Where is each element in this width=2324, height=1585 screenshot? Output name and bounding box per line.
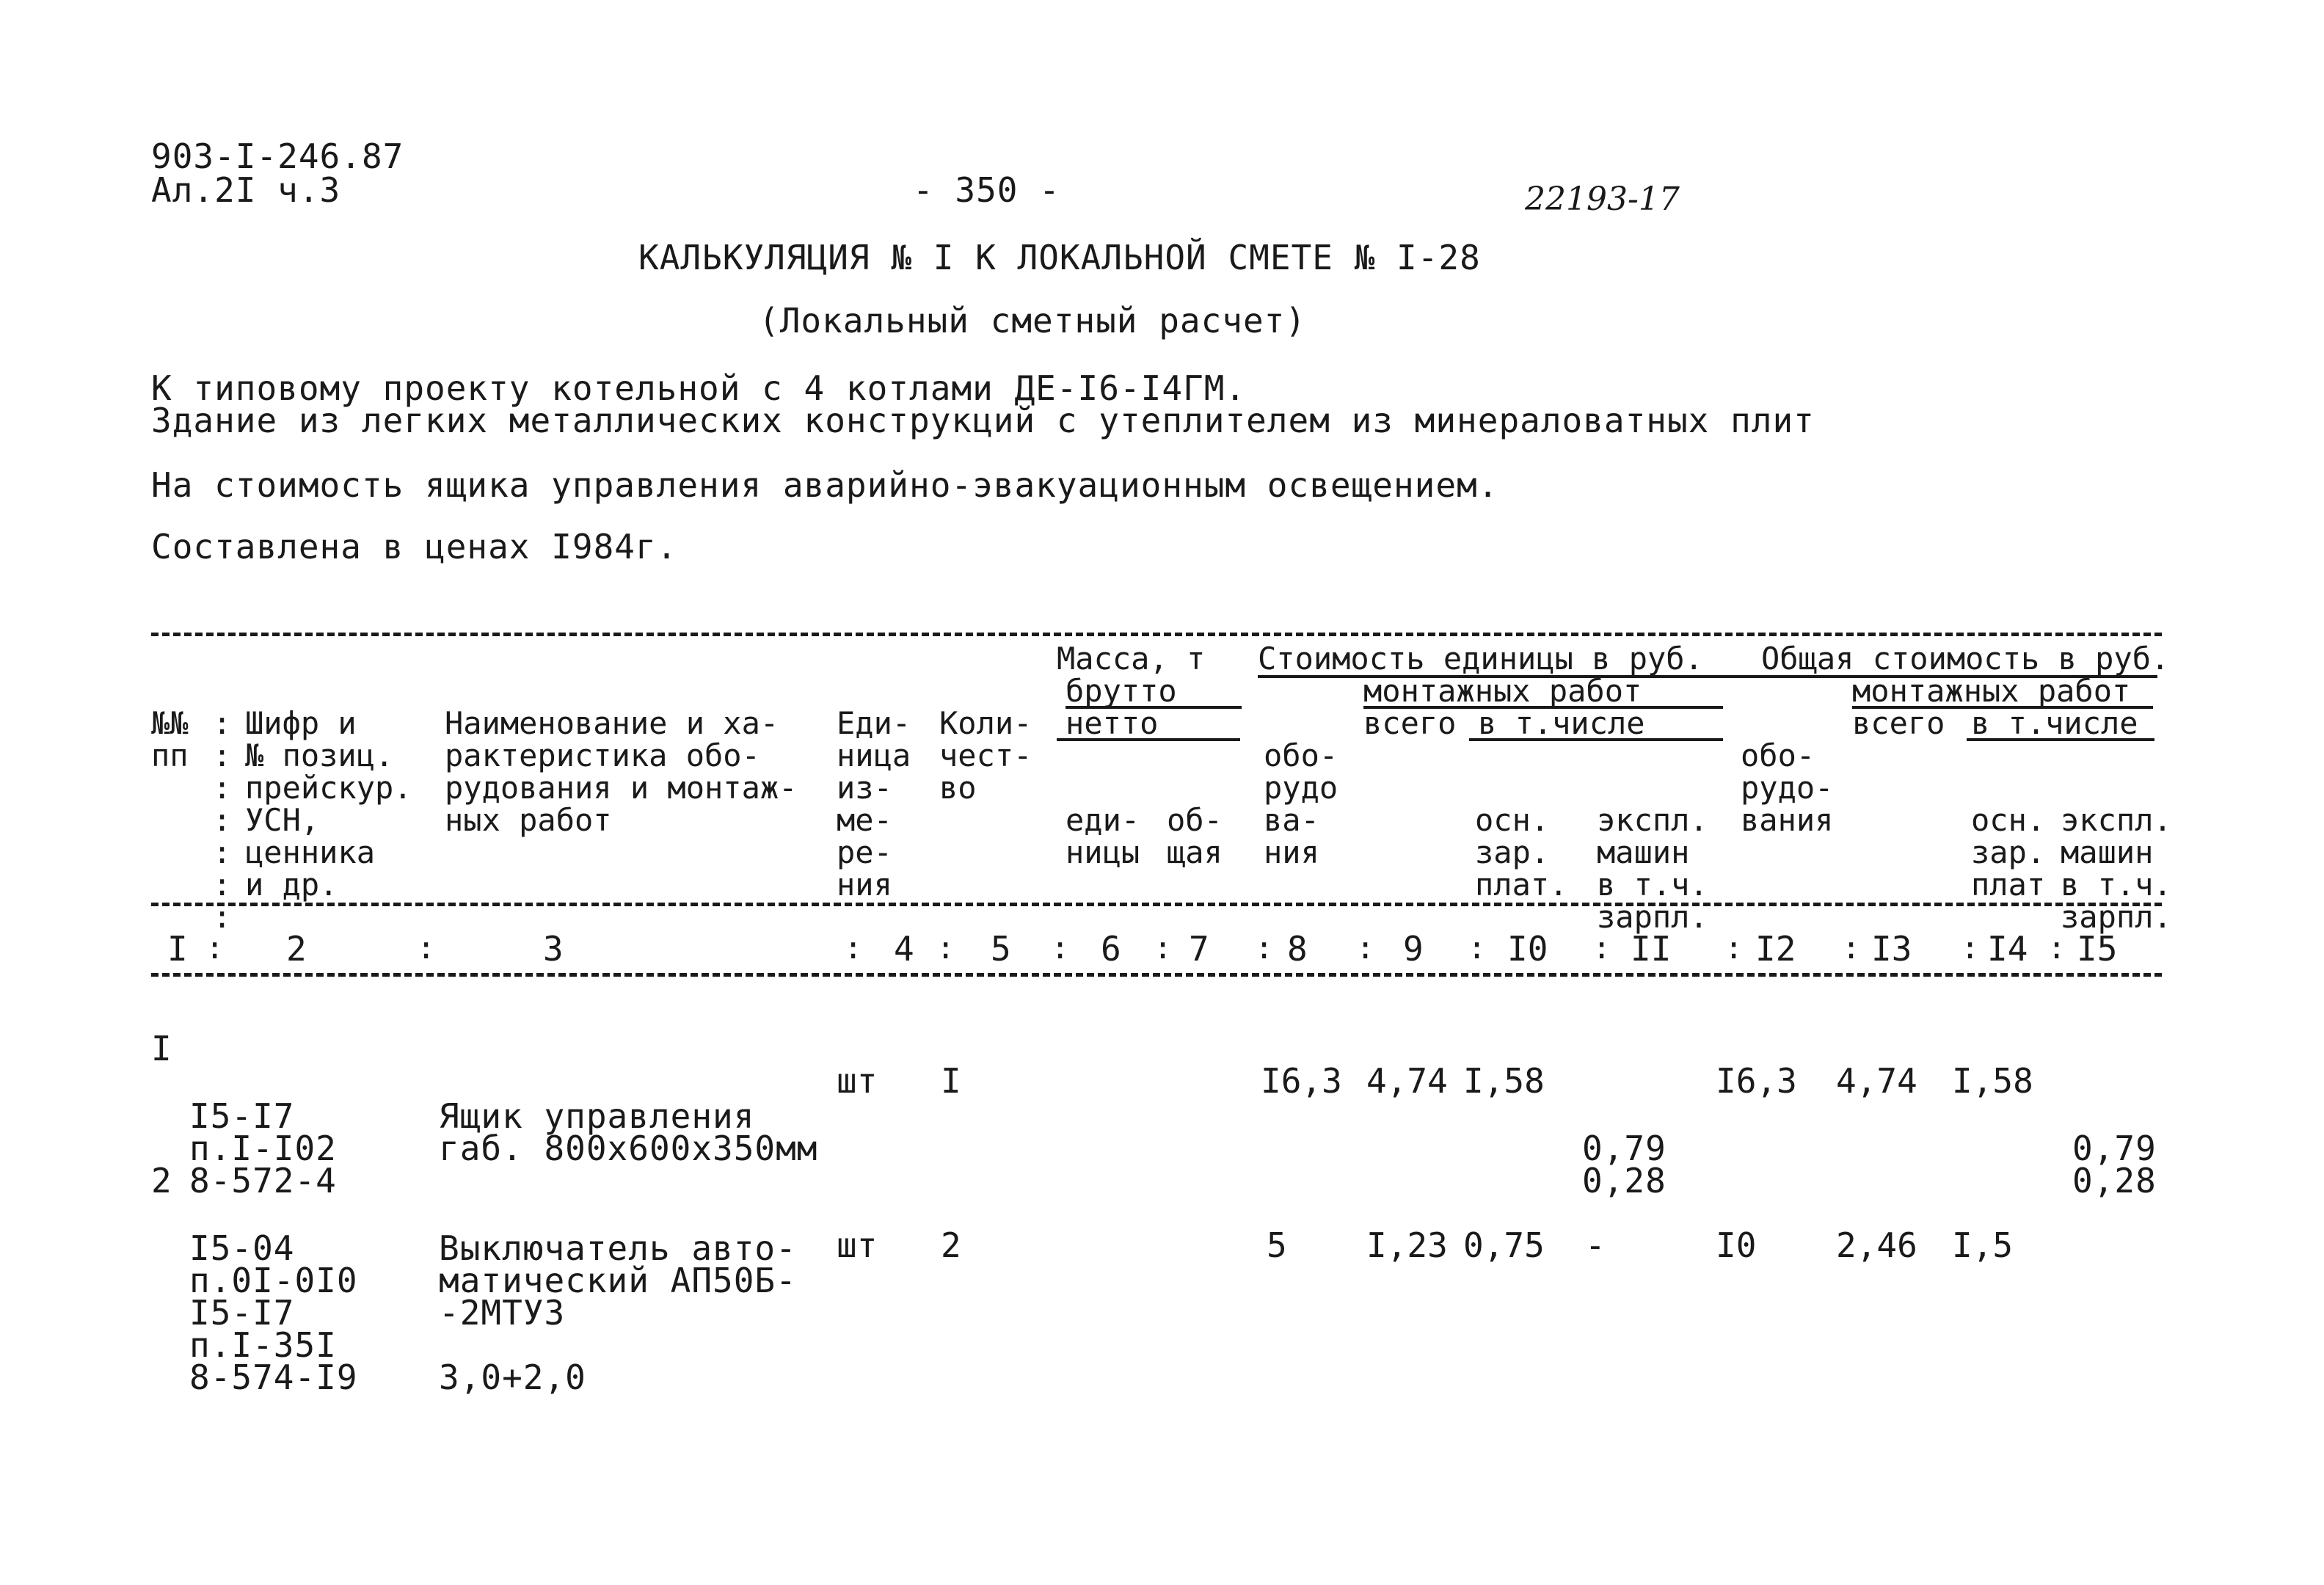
row-mont-total: 2,46 [1836,1225,1917,1265]
colnum-14: I4 [1987,929,2028,969]
header-col-8: обо- рудо ва- ния [1264,737,1338,870]
row-qty: 2 [941,1225,961,1265]
page-number: - 350 - [913,170,1060,210]
colnum-15: I5 [2077,929,2118,969]
row-mont-unit-machines: - [1585,1225,1606,1265]
document-code: 903-I-246.87 [151,136,404,176]
header-col-6: еди- ницы [1066,802,1140,870]
colnum-2: 2 [286,929,307,969]
colnum-12: I2 [1755,929,1796,969]
colnum-10: I0 [1507,929,1548,969]
row-equipment-unit: I6,3 [1261,1061,1342,1101]
colnum-11: II [1631,929,1672,969]
table-top-rule [151,633,2162,636]
intro-line-1: К типовому проекту котельной с 4 котлами ДЕ-I6-I4ГМ. [151,368,1247,408]
row-equipment-unit: 5 [1267,1225,1287,1265]
row-code: I5-04 п.0I-0I0 I5-I7 п.I-35I 8-574-I9 [189,1228,358,1397]
row-mont-total: 4,74 [1836,1061,1917,1101]
colnum-8: 8 [1287,929,1308,969]
purpose-line: На стоимость ящика управления аварийно-эвакуационным освещением. [151,465,1499,505]
header-col-5: Коли- чест- во [939,705,1032,806]
header-col-15: экспл. машин в т.ч. зарпл. [2061,802,2172,935]
row-mont-unit-total: 4,74 [1366,1061,1448,1101]
row-mont-total-wage: I,58 [1952,1061,2033,1101]
row-code: I5-I7 п.I-I02 8-572-4 [189,1096,337,1200]
header-col-7: об- щая [1167,802,1223,870]
header-mass-brutto: брутто [1066,673,1177,709]
row-mont-unit-machines: 0,79 0,28 [1582,1129,1666,1200]
header-total-mont-works: монтажных работ [1852,673,2131,709]
header-col-11: экспл. машин в т.ч. зарпл. [1597,802,1708,935]
row-equipment-total: I0 [1716,1225,1757,1265]
header-unit-cost-group: Стоимость единицы в руб. [1258,641,1703,677]
row-unit: шт [837,1061,878,1101]
row-number: I [151,1029,172,1068]
row-mont-unit-wage: I,58 [1463,1061,1545,1101]
colnum-1: I [167,929,188,969]
row-mont-total-machines: 0,79 0,28 [2072,1129,2157,1200]
row-mont-total-wage: I,5 [1952,1225,2014,1265]
header-mass: Масса, т [1057,641,1206,677]
header-col-4: Еди- ница из- ме- ре- ния [837,705,911,903]
document-sheet: Ал.2I ч.3 [151,170,341,210]
header-total-incl: в т.числе [1971,705,2138,741]
header-mass-netto: нетто [1066,705,1159,741]
colnum-13: I3 [1871,929,1912,969]
colnum-5: 5 [991,929,1011,969]
header-col-2: Шифр и № позиц. прейскур. УСН, ценника и др. [245,705,412,903]
colnum-6: 6 [1101,929,1121,969]
page-title: КАЛЬКУЛЯЦИЯ № I К ЛОКАЛЬНОЙ СМЕТЕ № I-28 [638,238,1481,277]
row-mont-unit-wage: 0,75 [1463,1225,1545,1265]
header-bottom-rule [151,903,2162,906]
header-col-13: всего [1852,705,1945,741]
row-mont-unit-total: I,23 [1366,1225,1448,1265]
header-col-1-separators: : : : : : : : [213,705,232,935]
colnum-bottom-rule [151,973,2162,977]
header-col-1: №№ пп [151,705,189,773]
row-equipment-total: I6,3 [1716,1061,1797,1101]
header-col-12: обо- рудо- вания [1741,737,1834,838]
header-total-cost-group: Общая стоимость в руб. [1761,641,2170,677]
header-unit-mont-works: монтажных работ [1363,673,1642,709]
handwritten-number: 22193-17 [1525,181,1680,218]
header-col-3: Наименование и ха- рактеристика обо- рудования и монтаж- ных работ [445,705,798,838]
row-name: Выключатель авто- матический АП50Б- -2МТУ3 3,0+2,0 [439,1228,797,1397]
colnum-3: 3 [543,929,564,969]
header-unit-incl: в т.числе [1478,705,1645,741]
header-col-9: всего [1363,705,1457,741]
row-number: 2 [151,1161,172,1200]
intro-line-2: Здание из легких металлических конструкций с утеплителем из минераловатных плит [151,401,1815,440]
header-col-14: осн. зар. плат [1971,802,2046,903]
page-subtitle: (Локальный сметный расчет) [759,301,1307,340]
row-name: Ящик управления габ. 800х600х350мм [439,1096,818,1168]
header-col-10: осн. зар. плат. [1475,802,1568,903]
row-unit: шт [837,1225,878,1265]
row-qty: I [941,1061,961,1101]
prices-line: Составлена в ценах I984г. [151,527,678,566]
colnum-7: 7 [1189,929,1209,969]
colnum-4: 4 [894,929,914,969]
colnum-9: 9 [1403,929,1424,969]
